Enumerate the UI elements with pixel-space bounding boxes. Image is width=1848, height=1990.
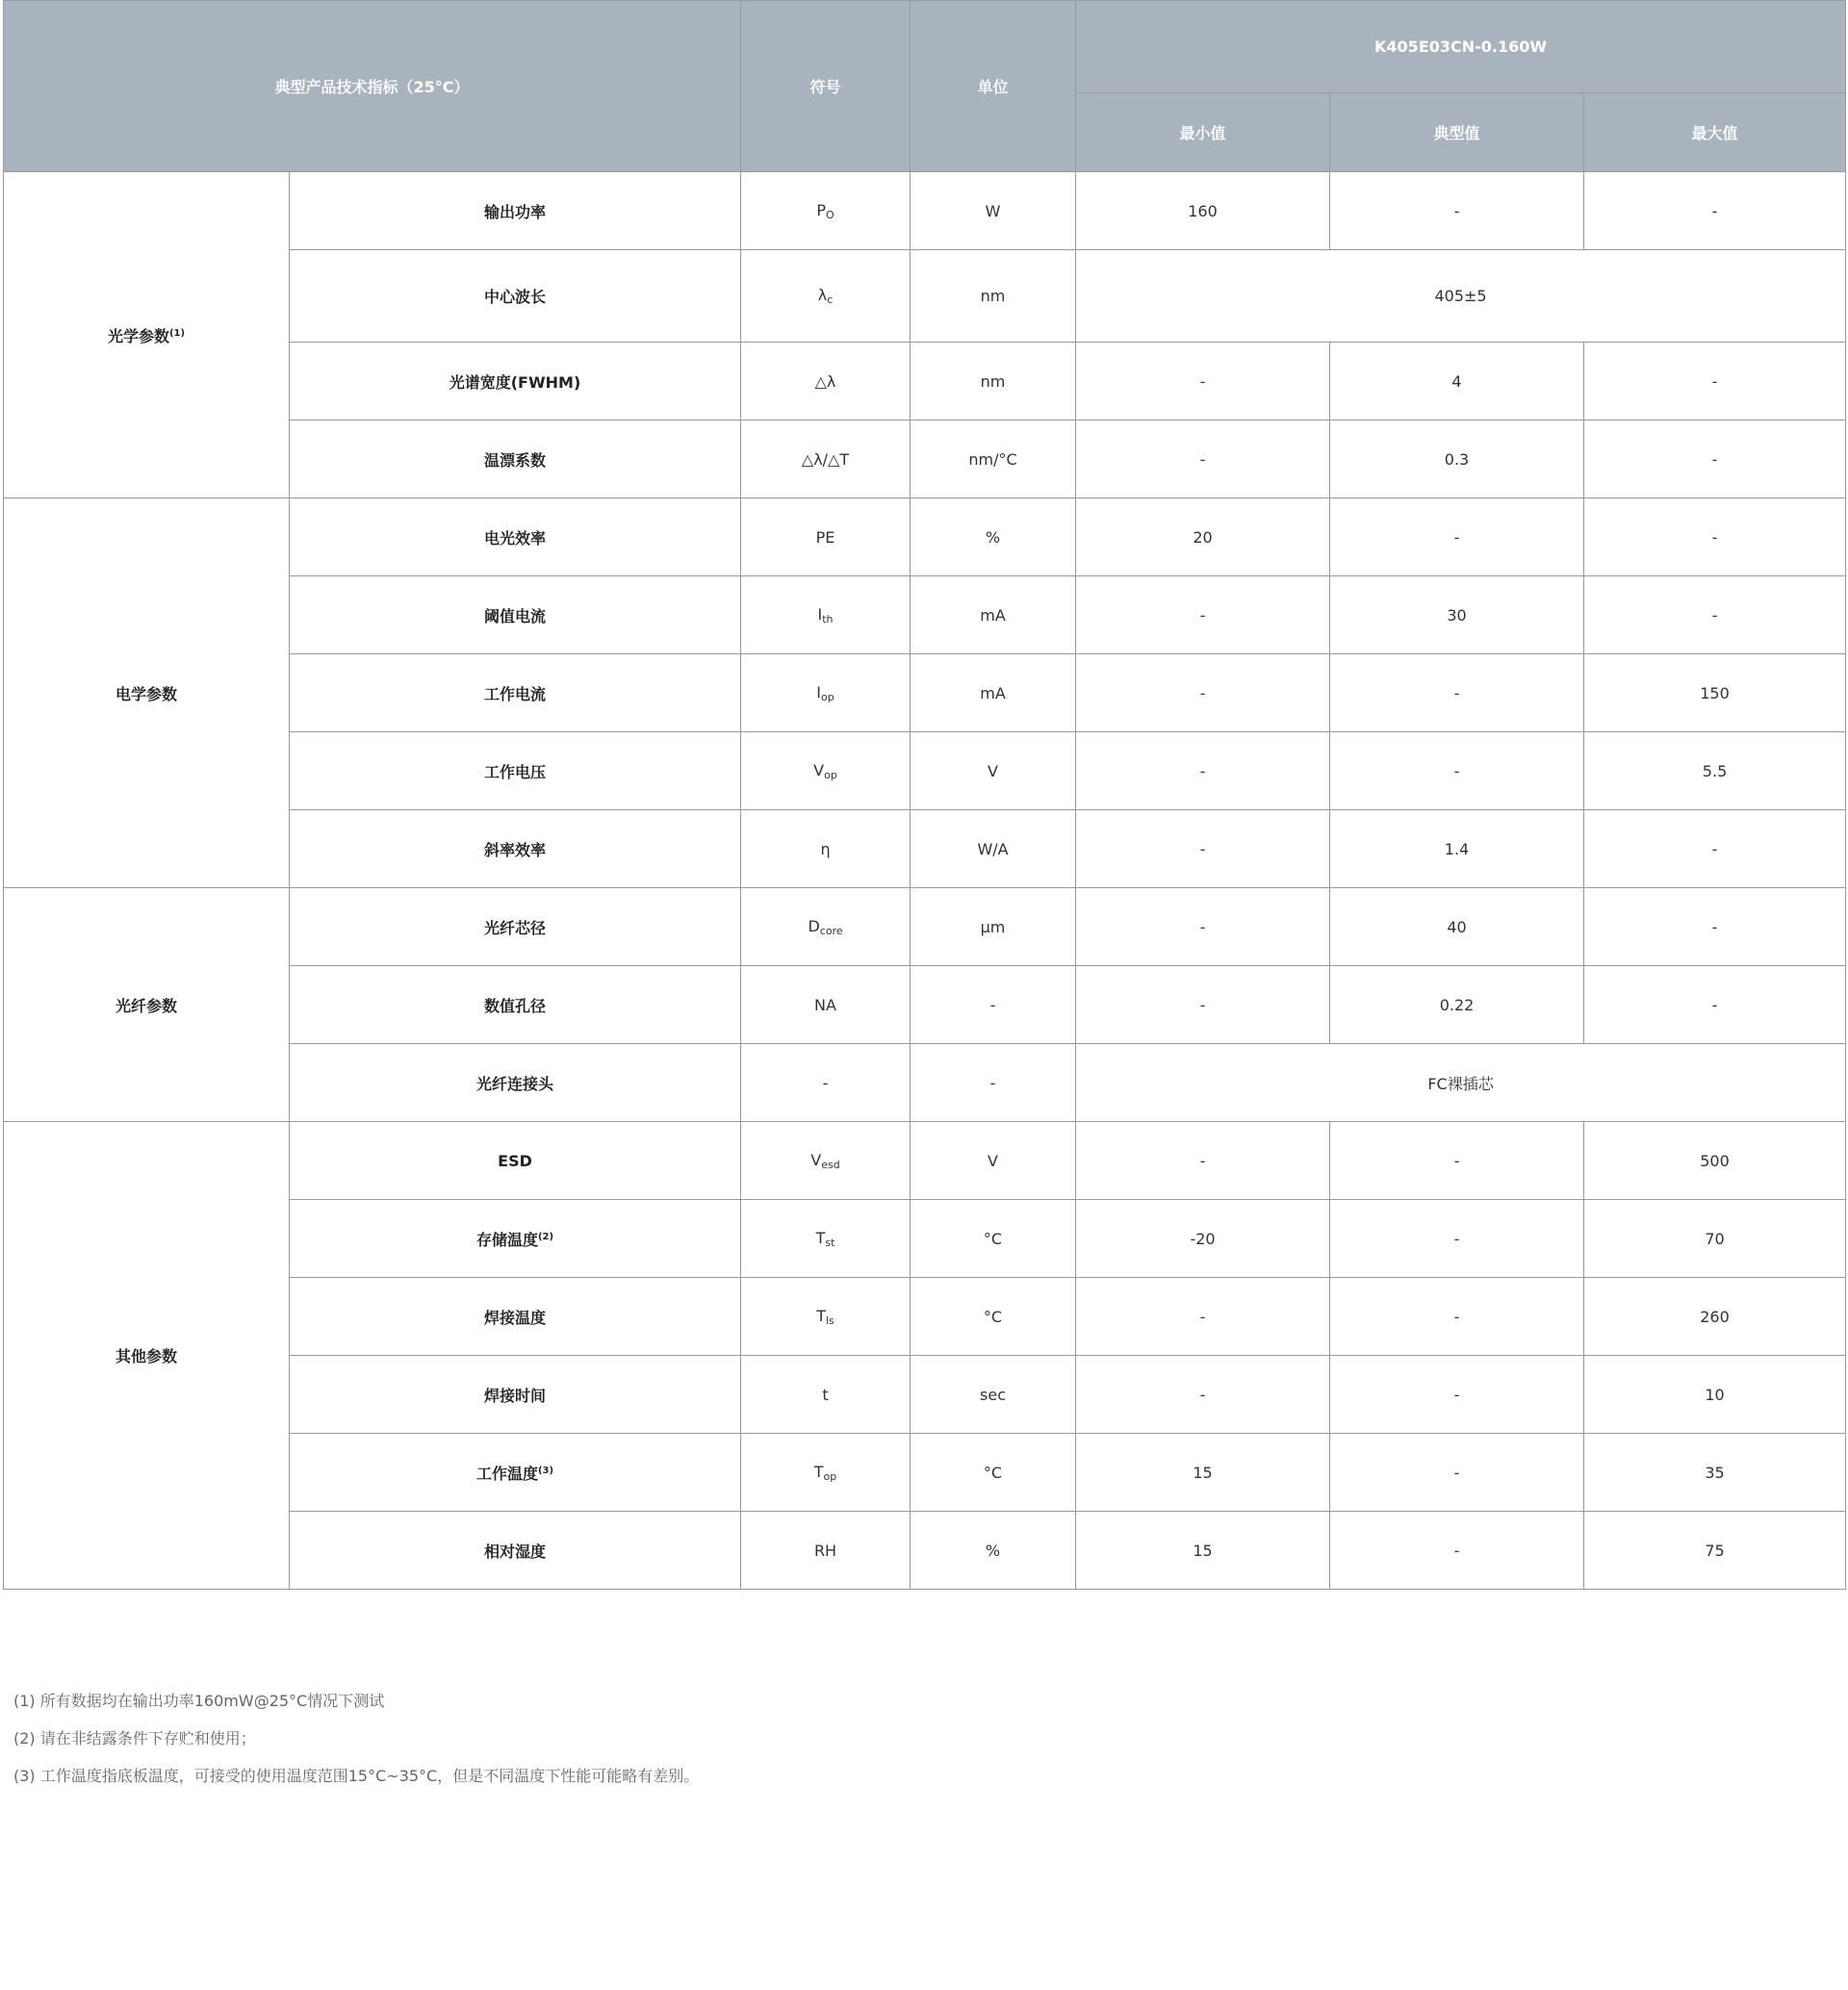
param-name xyxy=(290,654,741,732)
unit-cell: °C xyxy=(911,1278,1076,1356)
group-label xyxy=(4,1122,290,1590)
table-row xyxy=(4,172,1846,250)
spec-table-header xyxy=(4,1,1846,172)
symbol-main: RH xyxy=(813,1541,837,1560)
symbol-cell xyxy=(741,250,911,343)
min-value-cell: - xyxy=(1076,810,1330,888)
header-max: 最大值 xyxy=(1584,93,1846,172)
min-value-cell: - xyxy=(1076,576,1330,654)
param-name xyxy=(290,421,741,498)
param-name xyxy=(290,172,741,250)
param-note: (2) xyxy=(537,1231,554,1242)
max-value-cell: - xyxy=(1584,966,1846,1044)
param-label: 工作温度 xyxy=(475,1464,538,1483)
typ-value-cell: 1.4 xyxy=(1330,810,1584,888)
symbol-subscript: c xyxy=(827,293,834,306)
header-spec-title: 典型产品技术指标（25°C） xyxy=(4,1,741,172)
param-name xyxy=(290,1200,741,1278)
param-name xyxy=(290,250,741,343)
symbol-main: I xyxy=(817,604,823,624)
param-name xyxy=(290,888,741,966)
param-name xyxy=(290,343,741,421)
typ-value-cell: - xyxy=(1330,1512,1584,1590)
min-value-cell: - xyxy=(1076,888,1330,966)
symbol-main: T xyxy=(816,1306,826,1325)
param-note: (3) xyxy=(537,1465,554,1476)
symbol-main: η xyxy=(820,839,831,858)
symbol-cell xyxy=(741,343,911,421)
typ-value-cell: - xyxy=(1330,172,1584,250)
unit-cell: % xyxy=(911,498,1076,576)
min-value-cell: 15 xyxy=(1076,1512,1330,1590)
min-value-cell: 20 xyxy=(1076,498,1330,576)
symbol-subscript: op xyxy=(824,768,837,781)
max-value-cell: - xyxy=(1584,343,1846,421)
param-label: 相对湿度 xyxy=(484,1542,547,1561)
typ-value-cell: - xyxy=(1330,498,1584,576)
symbol-cell xyxy=(741,888,911,966)
typ-value-cell: - xyxy=(1330,1278,1584,1356)
param-name xyxy=(290,1122,741,1200)
symbol-subscript: op xyxy=(823,1469,837,1483)
header-symbol: 符号 xyxy=(741,1,911,172)
unit-cell: - xyxy=(911,1044,1076,1122)
min-value-cell: - xyxy=(1076,1122,1330,1200)
symbol-cell xyxy=(741,966,911,1044)
max-value-cell: - xyxy=(1584,576,1846,654)
param-name xyxy=(290,1044,741,1122)
param-name xyxy=(290,966,741,1044)
param-label: 中心波长 xyxy=(484,288,547,306)
param-label: 工作电流 xyxy=(484,684,547,703)
footnote-2: (2) 请在非结露条件下存贮和使用； xyxy=(13,1729,256,1748)
unit-cell: mA xyxy=(911,576,1076,654)
symbol-cell xyxy=(741,1044,911,1122)
param-label: 焊接温度 xyxy=(484,1308,547,1327)
min-value-cell: - xyxy=(1076,421,1330,498)
unit-cell: nm xyxy=(911,343,1076,421)
spec-table-body xyxy=(4,172,1846,1590)
symbol-subscript: ls xyxy=(826,1314,834,1327)
min-value-cell: - xyxy=(1076,343,1330,421)
symbol-main: V xyxy=(813,760,825,779)
typ-value-cell: 4 xyxy=(1330,343,1584,421)
unit-cell: W xyxy=(911,172,1076,250)
param-name xyxy=(290,1356,741,1434)
param-label: 焊接时间 xyxy=(484,1386,547,1405)
max-value-cell: 5.5 xyxy=(1584,732,1846,810)
unit-cell: - xyxy=(911,966,1076,1044)
min-value-cell: - xyxy=(1076,732,1330,810)
typ-value-cell: 0.3 xyxy=(1330,421,1584,498)
symbol-main: T xyxy=(813,1462,824,1481)
symbol-subscript: core xyxy=(819,924,843,937)
typ-value-cell: - xyxy=(1330,1200,1584,1278)
symbol-main: D xyxy=(808,916,820,935)
max-value-cell: 70 xyxy=(1584,1200,1846,1278)
min-value-cell: -20 xyxy=(1076,1200,1330,1278)
unit-cell: °C xyxy=(911,1434,1076,1512)
param-name xyxy=(290,732,741,810)
typ-value-cell: - xyxy=(1330,1356,1584,1434)
merged-value-cell: 405±5 xyxy=(1076,250,1846,343)
typ-value-cell: 40 xyxy=(1330,888,1584,966)
group-name: 其他参数 xyxy=(115,1347,177,1365)
param-label: 工作电压 xyxy=(484,762,547,781)
unit-cell: nm xyxy=(911,250,1076,343)
table-row xyxy=(4,1122,1846,1200)
param-name xyxy=(290,1278,741,1356)
param-name xyxy=(290,1512,741,1590)
symbol-cell xyxy=(741,1434,911,1512)
symbol-main: NA xyxy=(814,995,836,1014)
param-name xyxy=(290,498,741,576)
symbol-cell xyxy=(741,1200,911,1278)
min-value-cell: - xyxy=(1076,654,1330,732)
spec-table xyxy=(3,0,1846,1590)
symbol-main: t xyxy=(822,1385,829,1404)
param-label: 数值孔径 xyxy=(484,996,547,1015)
symbol-cell xyxy=(741,172,911,250)
group-label xyxy=(4,498,290,888)
symbol-cell xyxy=(741,576,911,654)
unit-cell: μm xyxy=(911,888,1076,966)
symbol-main: PE xyxy=(815,527,835,547)
min-value-cell: - xyxy=(1076,1278,1330,1356)
min-value-cell: - xyxy=(1076,966,1330,1044)
symbol-cell xyxy=(741,1356,911,1434)
unit-cell: mA xyxy=(911,654,1076,732)
header-model: K405E03CN-0.160W xyxy=(1076,1,1846,93)
max-value-cell: - xyxy=(1584,172,1846,250)
unit-cell: sec xyxy=(911,1356,1076,1434)
symbol-subscript: op xyxy=(821,690,834,703)
max-value-cell: 260 xyxy=(1584,1278,1846,1356)
symbol-cell xyxy=(741,810,911,888)
unit-cell: °C xyxy=(911,1200,1076,1278)
min-value-cell: 15 xyxy=(1076,1434,1330,1512)
symbol-cell xyxy=(741,1512,911,1590)
param-name xyxy=(290,810,741,888)
typ-value-cell: - xyxy=(1330,732,1584,810)
symbol-cell xyxy=(741,421,911,498)
param-name xyxy=(290,1434,741,1512)
typ-value-cell: - xyxy=(1330,654,1584,732)
symbol-main: △λ xyxy=(814,371,836,391)
unit-cell: nm/°C xyxy=(911,421,1076,498)
param-label: 斜率效率 xyxy=(484,840,547,859)
unit-cell: V xyxy=(911,732,1076,810)
footnote-3: (3) 工作温度指底板温度，可接受的使用温度范围15°C~35°C，但是不同温度下性能可能略有差别。 xyxy=(13,1767,700,1785)
param-label: 光纤连接头 xyxy=(476,1074,554,1093)
param-label: 电光效率 xyxy=(484,528,547,548)
symbol-main: T xyxy=(815,1228,826,1247)
param-label: 阈值电流 xyxy=(484,606,547,625)
symbol-subscript: esd xyxy=(821,1158,840,1171)
max-value-cell: 150 xyxy=(1584,654,1846,732)
param-label: 存储温度 xyxy=(475,1230,538,1249)
symbol-main: △λ/△T xyxy=(801,449,850,469)
param-name xyxy=(290,576,741,654)
symbol-cell xyxy=(741,654,911,732)
unit-cell: % xyxy=(911,1512,1076,1590)
max-value-cell: - xyxy=(1584,498,1846,576)
typ-value-cell: - xyxy=(1330,1122,1584,1200)
symbol-subscript: O xyxy=(826,208,834,221)
symbol-cell xyxy=(741,498,911,576)
param-label: 输出功率 xyxy=(484,202,547,221)
symbol-main: V xyxy=(810,1150,822,1169)
symbol-main: P xyxy=(816,200,826,219)
group-note: (1) xyxy=(168,327,186,339)
symbol-main: λ xyxy=(817,286,828,304)
footnote-1: (1) 所有数据均在输出功率160mW@25°C情况下测试 xyxy=(13,1692,385,1710)
header-min: 最小值 xyxy=(1076,93,1330,172)
symbol-cell xyxy=(741,1122,911,1200)
group-name: 光学参数 xyxy=(107,326,169,345)
typ-value-cell: 0.22 xyxy=(1330,966,1584,1044)
table-row xyxy=(4,888,1846,966)
symbol-cell xyxy=(741,732,911,810)
merged-value-cell: FC裸插芯 xyxy=(1076,1044,1846,1122)
typ-value-cell: 30 xyxy=(1330,576,1584,654)
min-value-cell: 160 xyxy=(1076,172,1330,250)
symbol-subscript: st xyxy=(825,1236,835,1249)
typ-value-cell: - xyxy=(1330,1434,1584,1512)
min-value-cell: - xyxy=(1076,1356,1330,1434)
param-label: 光谱宽度(FWHM) xyxy=(449,372,581,392)
symbol-cell xyxy=(741,1278,911,1356)
param-label: 光纤芯径 xyxy=(484,918,547,937)
header-typ: 典型值 xyxy=(1330,93,1584,172)
unit-cell: V xyxy=(911,1122,1076,1200)
max-value-cell: - xyxy=(1584,421,1846,498)
symbol-subscript: th xyxy=(822,612,834,625)
unit-cell: W/A xyxy=(911,810,1076,888)
group-label xyxy=(4,888,290,1122)
footnotes xyxy=(13,1692,699,1804)
max-value-cell: 500 xyxy=(1584,1122,1846,1200)
param-label: 温漂系数 xyxy=(484,450,547,470)
table-row xyxy=(4,498,1846,576)
group-label xyxy=(4,172,290,498)
max-value-cell: 10 xyxy=(1584,1356,1846,1434)
header-unit: 单位 xyxy=(911,1,1076,172)
group-name: 光纤参数 xyxy=(115,996,177,1015)
max-value-cell: 75 xyxy=(1584,1512,1846,1590)
symbol-main: I xyxy=(816,682,822,702)
max-value-cell: - xyxy=(1584,888,1846,966)
symbol-main: - xyxy=(822,1073,829,1092)
param-label: ESD xyxy=(498,1151,532,1170)
group-name: 电学参数 xyxy=(115,684,177,703)
max-value-cell: - xyxy=(1584,810,1846,888)
max-value-cell: 35 xyxy=(1584,1434,1846,1512)
